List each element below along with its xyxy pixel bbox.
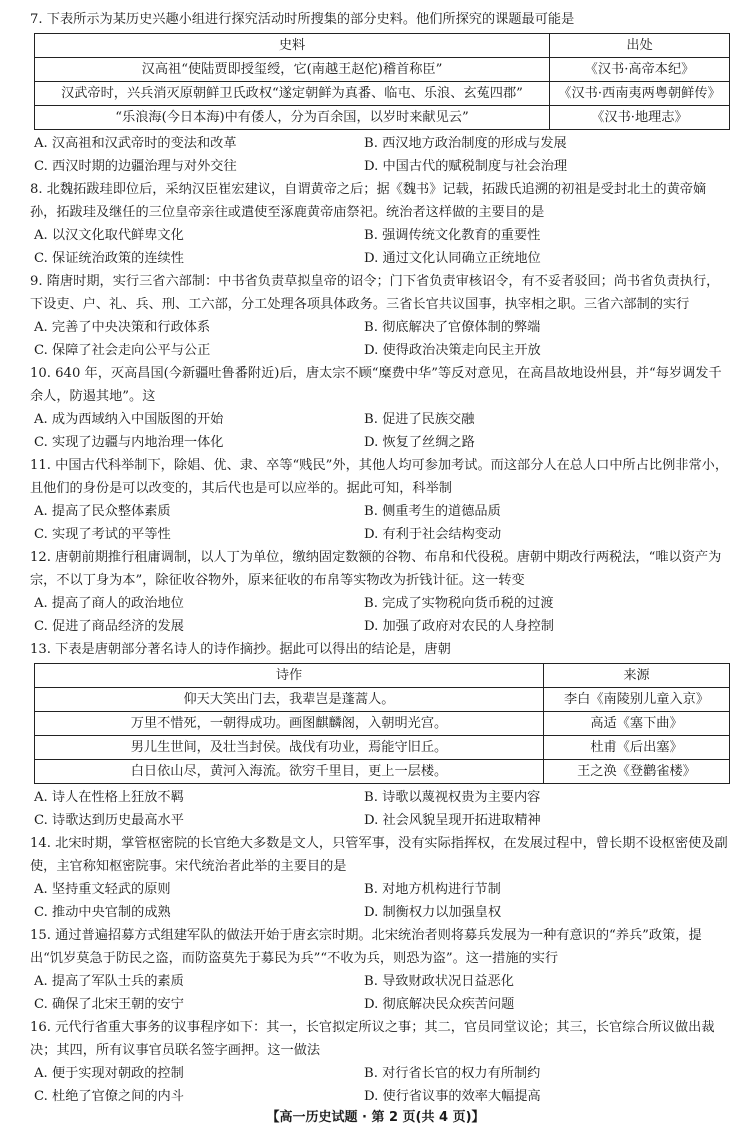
table-cell: 男儿生世间，及壮当封侯。战伐有功业，焉能守旧丘。 bbox=[35, 736, 544, 760]
options bbox=[30, 970, 730, 1016]
table-row bbox=[35, 736, 730, 760]
question-stem: 13. 下表是唐朝部分著名诗人的诗作摘抄。据此可以得出的结论是，唐朝 bbox=[30, 642, 451, 657]
option-a[interactable]: A. 汉高祖和汉武帝时的变法和改革 bbox=[34, 136, 237, 151]
option-d[interactable]: D. 使行省议事的效率大幅提高 bbox=[364, 1089, 541, 1104]
options bbox=[30, 408, 730, 454]
option-c[interactable]: C. 杜绝了官僚之间的内斗 bbox=[34, 1089, 184, 1104]
question-10 bbox=[30, 362, 730, 454]
options bbox=[30, 500, 730, 546]
table-row bbox=[35, 58, 730, 82]
table-cell: 李白《南陵别儿童入京》 bbox=[544, 688, 730, 712]
question-stem: 8. 北魏拓跋珪即位后，采纳汉臣崔宏建议，自谓黄帝之后；据《魏书》记载，拓跋氏追溯的初祖是受封北土的黄帝嫡孙，拓跋珪及继任的三位皇帝亲往或遣使至涿鹿黄帝庙祭祀。统治者这样做的主要目的是 bbox=[30, 182, 707, 220]
question-16 bbox=[30, 1016, 730, 1108]
table-header: 出处 bbox=[550, 34, 730, 58]
option-d[interactable]: D. 加强了政府对农民的人身控制 bbox=[364, 619, 554, 634]
option-d[interactable]: D. 社会风貌呈现开拓进取精神 bbox=[364, 813, 541, 828]
option-a[interactable]: A. 成为西域纳入中国版图的开始 bbox=[34, 412, 224, 427]
question-stem: 9. 隋唐时期，实行三省六部制：中书省负责草拟皇帝的诏令；门下省负责审核诏令，有不妥者驳回；尚书省负责执行，下设吏、户、礼、兵、刑、工六部，分工处理各项具体政务。三省长官共议国事，执宰相之职。三省六部制的实行 bbox=[30, 274, 720, 312]
question-13 bbox=[30, 638, 730, 832]
question-8 bbox=[30, 178, 730, 270]
option-d[interactable]: D. 制衡权力以加强皇权 bbox=[364, 905, 502, 920]
option-d[interactable]: D. 有利于社会结构变动 bbox=[364, 527, 502, 542]
options bbox=[30, 224, 730, 270]
option-b[interactable]: B. 侧重考生的道德品质 bbox=[364, 504, 501, 519]
table-row bbox=[35, 760, 730, 784]
option-a[interactable]: A. 提高了民众整体素质 bbox=[34, 504, 171, 519]
option-a[interactable]: A. 便于实现对朝政的控制 bbox=[34, 1066, 184, 1081]
option-d[interactable]: D. 使得政治决策走向民主开放 bbox=[364, 343, 541, 358]
options bbox=[30, 316, 730, 362]
table-cell: 《汉书·高帝本纪》 bbox=[550, 58, 730, 82]
exam-page bbox=[30, 8, 730, 1108]
option-a[interactable]: A. 诗人在性格上狂放不羁 bbox=[34, 790, 184, 805]
option-c[interactable]: C. 保证统治政策的连续性 bbox=[34, 251, 184, 266]
question-stem: 15. 通过普遍招募方式组建军队的做法开始于唐玄宗时期。北宋统治者则将募兵发展为一种有意识的“养兵”政策，提出“饥岁莫急于防民之盗，而防盗莫先于募民为兵”“不收为兵，则恐为盗”。这一措施的实行 bbox=[30, 928, 702, 966]
table-row bbox=[35, 712, 730, 736]
poetry-table bbox=[34, 663, 730, 784]
table-cell: 王之涣《登鹳雀楼》 bbox=[544, 760, 730, 784]
table-header: 诗作 bbox=[35, 664, 544, 688]
option-c[interactable]: C. 诗歌达到历史最高水平 bbox=[34, 813, 184, 828]
page-footer: 【高一历史试题 · 第 2 页(共 4 页)】 bbox=[266, 1110, 485, 1125]
question-stem: 10. 640 年，灭高昌国(今新疆吐鲁番附近)后，唐太宗不顾“糜费中华”等反对意见，在高昌故地设州县，并“每岁调发千余人，防遏其地”。这 bbox=[30, 366, 722, 404]
option-a[interactable]: A. 以汉文化取代鲜卑文化 bbox=[34, 228, 184, 243]
option-c[interactable]: C. 推动中央官制的成熟 bbox=[34, 905, 171, 920]
option-b[interactable]: B. 完成了实物税向货币税的过渡 bbox=[364, 596, 554, 611]
option-a[interactable]: A. 完善了中央决策和行政体系 bbox=[34, 320, 211, 335]
option-b[interactable]: B. 强调传统文化教育的重要性 bbox=[364, 228, 541, 243]
option-c[interactable]: C. 促进了商品经济的发展 bbox=[34, 619, 184, 634]
question-stem: 14. 北宋时期，掌管枢密院的长官绝大多数是文人，只管军事，没有实际指挥权，在发展过程中，曾长期不设枢密使及副使，主官称知枢密院事。宋代统治者此举的主要目的是 bbox=[30, 836, 728, 874]
option-d[interactable]: D. 彻底解决民众疾苦问题 bbox=[364, 997, 515, 1012]
option-c[interactable]: C. 实现了考试的平等性 bbox=[34, 527, 171, 542]
table-cell: 汉高祖“使陆贾即授玺绶，它(南越王赵佗)稽首称臣” bbox=[35, 58, 550, 82]
option-c[interactable]: C. 西汉时期的边疆治理与对外交往 bbox=[34, 159, 237, 174]
question-stem: 12. 唐朝前期推行租庸调制，以人丁为单位，缴纳固定数额的谷物、布帛和代役税。唐朝中期改行两税法，“唯以资产为宗，不以丁身为本”，除征收谷物外，原来征收的布帛等实物改为折钱计征。这一转变 bbox=[30, 550, 722, 588]
option-a[interactable]: A. 提高了商人的政治地位 bbox=[34, 596, 184, 611]
option-b[interactable]: B. 对行省长官的权力有所制约 bbox=[364, 1066, 541, 1081]
option-c[interactable]: C. 实现了边疆与内地治理一体化 bbox=[34, 435, 224, 450]
question-15 bbox=[30, 924, 730, 1016]
option-d[interactable]: D. 恢复了丝绸之路 bbox=[364, 435, 475, 450]
option-d[interactable]: D. 通过文化认同确立正统地位 bbox=[364, 251, 541, 266]
question-stem: 11. 中国古代科举制下，除娼、优、隶、卒等“贱民”外，其他人均可参加考试。而这部分人在总人口中所占比例非常小，且他们的身份是可以改变的，其后代也是可以应举的。据此可知，科举制 bbox=[30, 458, 729, 496]
option-b[interactable]: B. 对地方机构进行节制 bbox=[364, 882, 501, 897]
table-cell: “乐浪海(今日本海)中有倭人，分为百余国，以岁时来献见云” bbox=[35, 106, 550, 130]
option-d[interactable]: D. 中国古代的赋税制度与社会治理 bbox=[364, 159, 568, 174]
option-c[interactable]: C. 确保了北宋王朝的安宁 bbox=[34, 997, 184, 1012]
option-a[interactable]: A. 提高了军队士兵的素质 bbox=[34, 974, 184, 989]
options bbox=[30, 132, 730, 178]
option-b[interactable]: B. 西汉地方政治制度的形成与发展 bbox=[364, 136, 567, 151]
question-7 bbox=[30, 8, 730, 178]
table-row bbox=[35, 688, 730, 712]
table-header: 来源 bbox=[544, 664, 730, 688]
options bbox=[30, 1062, 730, 1108]
options bbox=[30, 878, 730, 924]
table-cell: 《汉书·地理志》 bbox=[550, 106, 730, 130]
question-12 bbox=[30, 546, 730, 638]
question-stem: 7. 下表所示为某历史兴趣小组进行探究活动时所搜集的部分史料。他们所探究的课题最可能是 bbox=[30, 12, 575, 27]
question-14 bbox=[30, 832, 730, 924]
options bbox=[30, 786, 730, 832]
option-a[interactable]: A. 坚持重文轻武的原则 bbox=[34, 882, 171, 897]
table-header-row bbox=[35, 34, 730, 58]
option-b[interactable]: B. 促进了民族交融 bbox=[364, 412, 475, 427]
table-cell: 《汉书·西南夷两粤朝鲜传》 bbox=[550, 82, 730, 106]
table-cell: 汉武帝时，兴兵消灭原朝鲜卫氏政权“遂定朝鲜为真番、临屯、乐浪、玄菟四郡” bbox=[35, 82, 550, 106]
table-header: 史料 bbox=[35, 34, 550, 58]
source-table bbox=[34, 33, 730, 130]
option-b[interactable]: B. 诗歌以蔑视权贵为主要内容 bbox=[364, 790, 541, 805]
table-row bbox=[35, 82, 730, 106]
option-b[interactable]: B. 彻底解决了官僚体制的弊端 bbox=[364, 320, 541, 335]
table-cell: 白日依山尽，黄河入海流。欲穷千里目，更上一层楼。 bbox=[35, 760, 544, 784]
table-cell: 仰天大笑出门去，我辈岂是蓬蒿人。 bbox=[35, 688, 544, 712]
options bbox=[30, 592, 730, 638]
table-cell: 万里不惜死，一朝得成功。画图麒麟阁，入朝明光宫。 bbox=[35, 712, 544, 736]
option-b[interactable]: B. 导致财政状况日益恶化 bbox=[364, 974, 514, 989]
table-cell: 杜甫《后出塞》 bbox=[544, 736, 730, 760]
table-cell: 高适《塞下曲》 bbox=[544, 712, 730, 736]
table-header-row bbox=[35, 664, 730, 688]
question-11 bbox=[30, 454, 730, 546]
table-row bbox=[35, 106, 730, 130]
option-c[interactable]: C. 保障了社会走向公平与公正 bbox=[34, 343, 211, 358]
question-stem: 16. 元代行省重大事务的议事程序如下：其一，长官拟定所议之事；其二，官员同堂议论；其三，长官综合所议做出裁决；其四，所有议事官员联名签字画押。这一做法 bbox=[30, 1020, 715, 1058]
question-9 bbox=[30, 270, 730, 362]
